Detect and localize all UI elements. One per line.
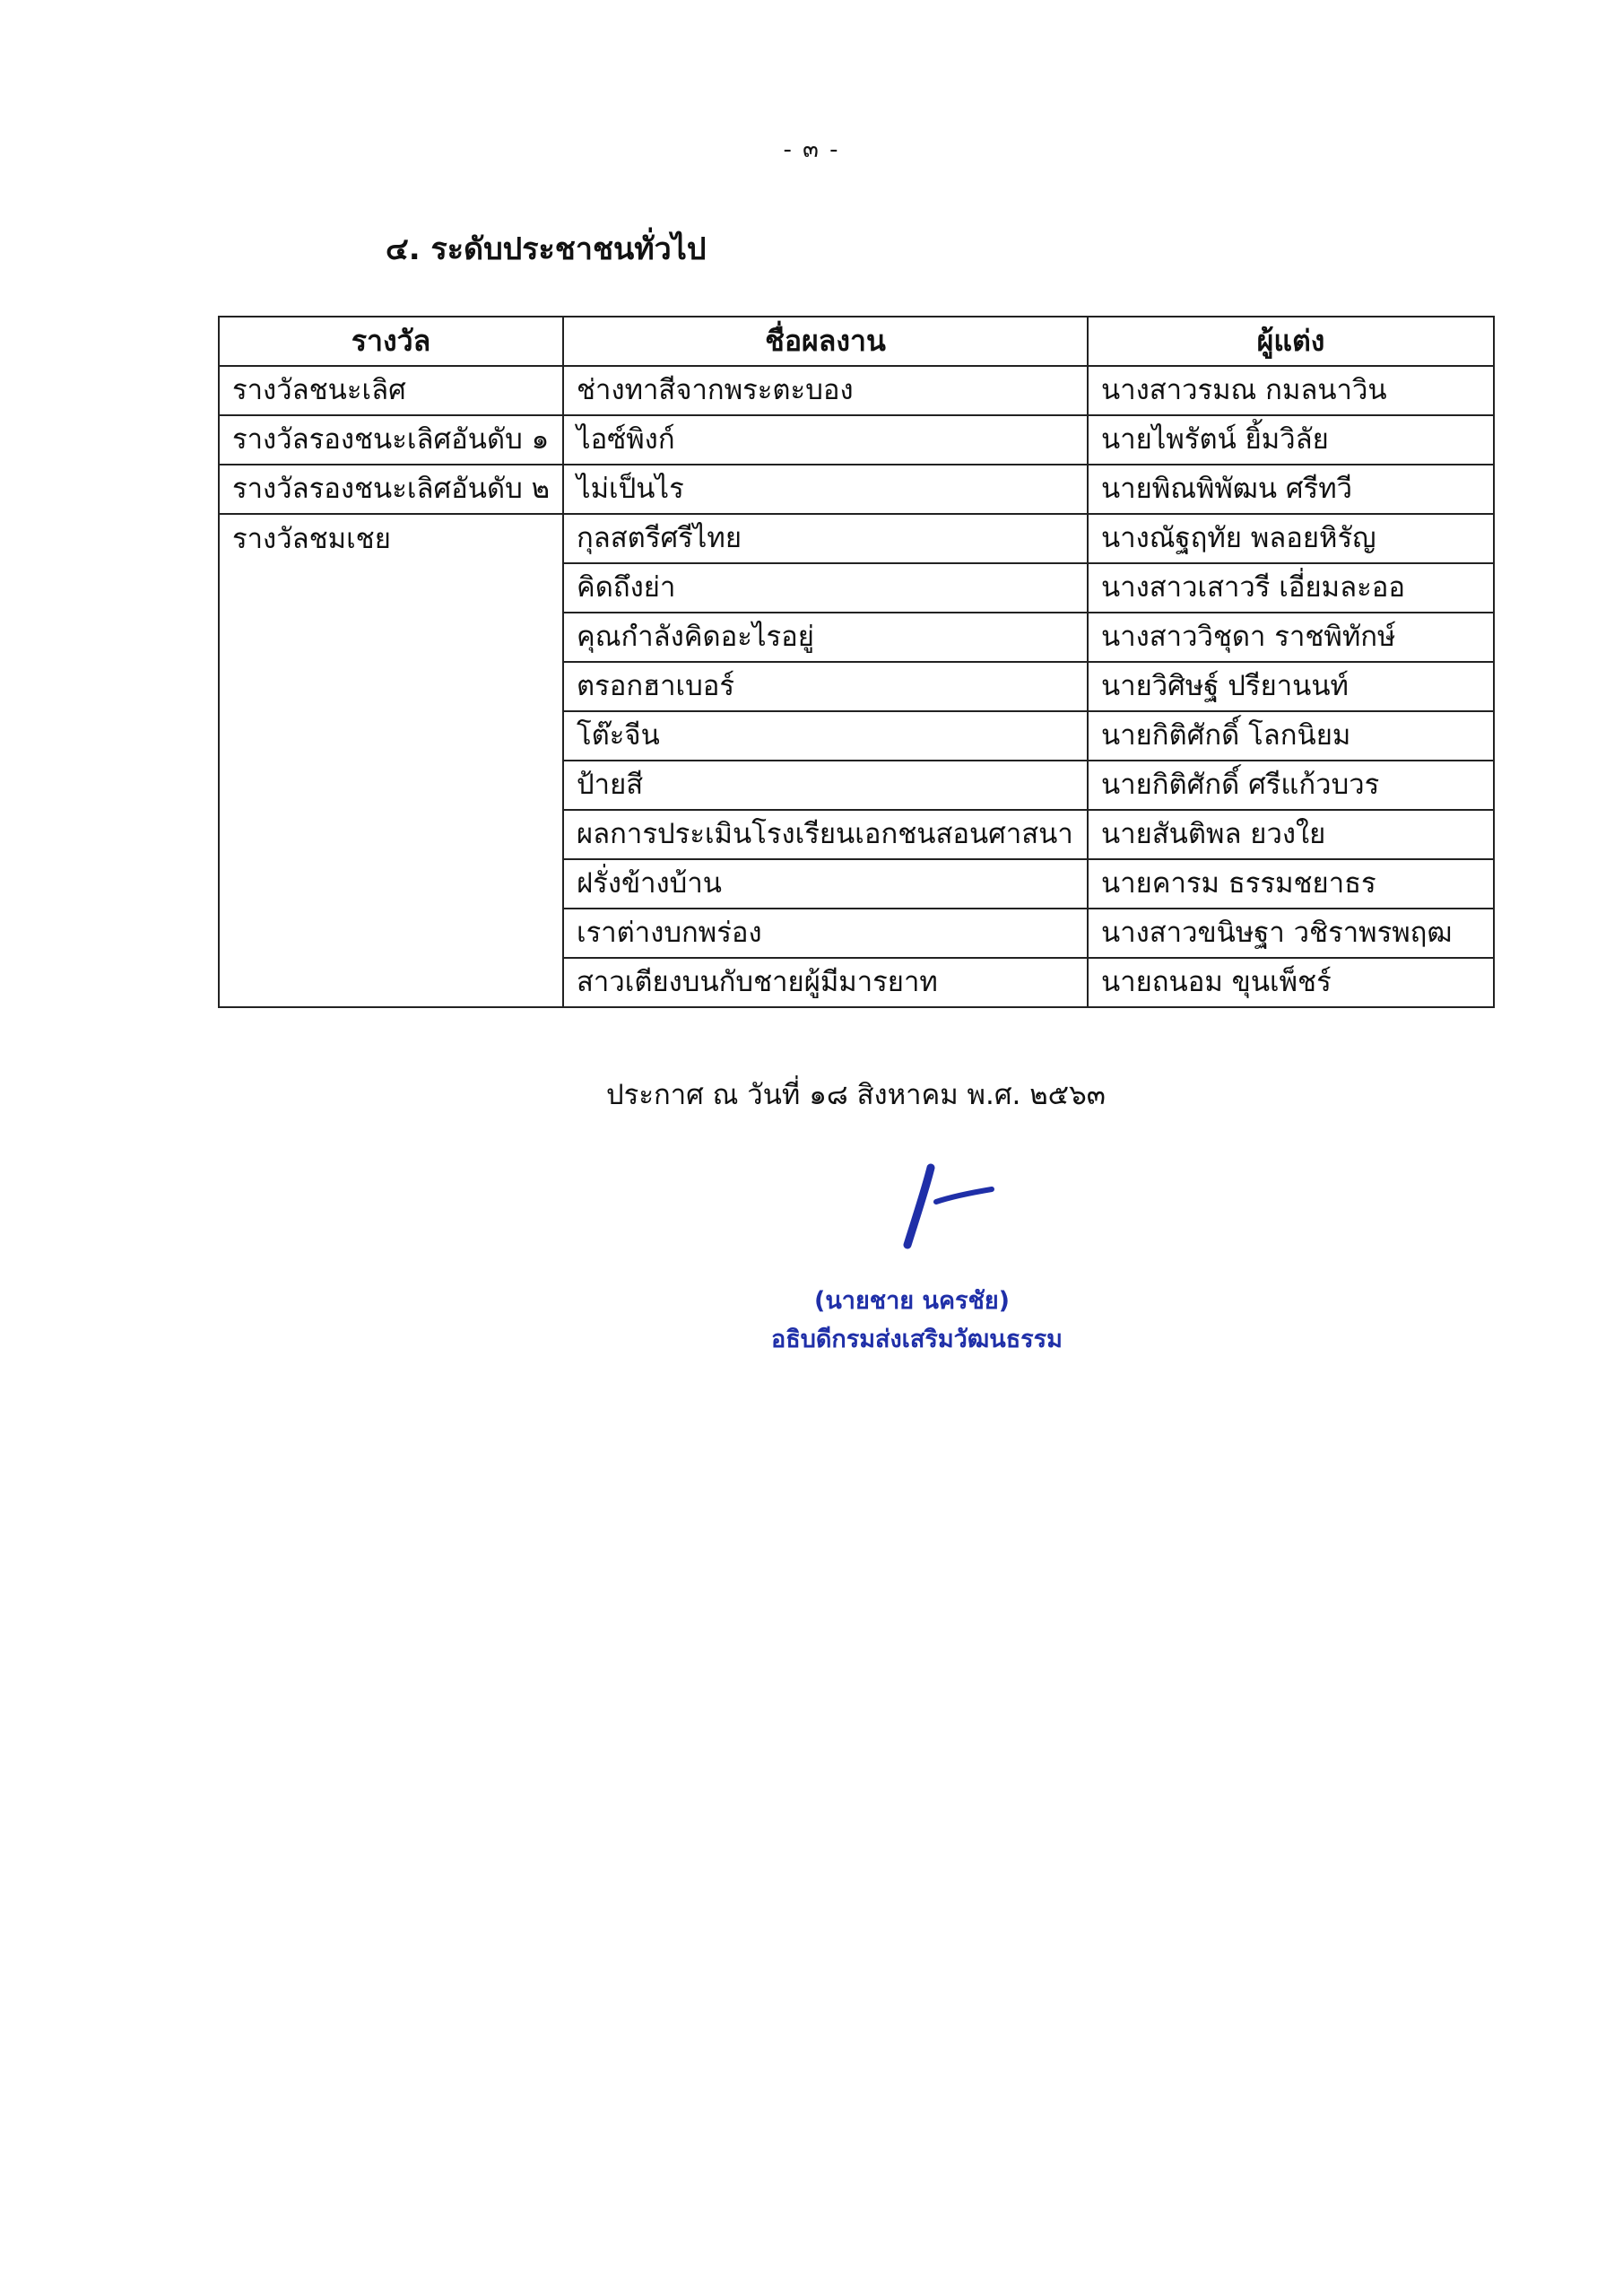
page-number: - ๓ - [783,136,840,163]
table-row [219,810,1494,859]
award-cell [219,613,563,662]
work-title-cell: ป้ายสี [563,761,1088,810]
author-cell: นางสาวรมณ กมลนาวิน [1088,366,1494,415]
signer-title: อธิบดีกรมส่งเสริมวัฒนธรรม [771,1326,1063,1353]
author-cell: นายถนอม ขุนเพ็ชร์ [1088,958,1494,1007]
work-title-cell: สาวเตียงบนกับชายผู้มีมารยาท [563,958,1088,1007]
table-row [219,909,1494,958]
work-title-cell: ฝรั่งข้างบ้าน [563,859,1088,909]
work-title-cell: ตรอกฮาเบอร์ [563,662,1088,711]
signer-name: (นายชาย นครชัย) [814,1287,1010,1315]
author-cell: นางณัฐฤทัย พลอยหิรัญ [1088,514,1494,563]
author-cell: นายคารม ธรรมชยาธร [1088,859,1494,909]
award-cell: รางวัลรองชนะเลิศอันดับ ๒ [219,465,563,514]
table-row [219,662,1494,711]
author-cell: นายพิณพิพัฒน ศรีทวี [1088,465,1494,514]
author-cell: นางสาวเสาวรี เอี่ยมละออ [1088,563,1494,613]
author-cell: นางสาววิชุดา ราชพิทักษ์ [1088,613,1494,662]
table-row [219,465,1494,514]
work-title-cell: ไอซ์พิงก์ [563,415,1088,465]
work-title-cell: คุณกำลังคิดอะไรอยู่ [563,613,1088,662]
table-row [219,563,1494,613]
award-cell [219,563,563,613]
work-title-cell: โต๊ะจีน [563,711,1088,761]
header-work-title: ชื่อผลงาน [563,317,1088,366]
table-row [219,711,1494,761]
work-title-cell: ผลการประเมินโรงเรียนเอกชนสอนศาสนา [563,810,1088,859]
award-cell [219,761,563,810]
award-cell: รางวัลชนะเลิศ [219,366,563,415]
table-row [219,958,1494,1007]
awards-table [218,316,1495,1008]
author-cell: นายกิติศักดิ์ ศรีแก้วบวร [1088,761,1494,810]
author-cell: นายไพรัตน์ ยิ้มวิลัย [1088,415,1494,465]
section-heading: ๔. ระดับประชาชนทั่วไป [386,231,707,267]
announcement-date: ประกาศ ณ วันที่ ๑๘ สิงหาคม พ.ศ. ๒๕๖๓ [606,1079,1107,1111]
award-cell [219,909,563,958]
award-cell [219,859,563,909]
award-cell: รางวัลรองชนะเลิศอันดับ ๑ [219,415,563,465]
work-title-cell: ช่างทาสีจากพระตะบอง [563,366,1088,415]
work-title-cell: ไม่เป็นไร [563,465,1088,514]
author-cell: นางสาวขนิษฐา วชิราพรพฤฒ [1088,909,1494,958]
award-cell [219,711,563,761]
table-row [219,415,1494,465]
award-cell [219,662,563,711]
award-cell [219,810,563,859]
author-cell: นายสันติพล ยวงใย [1088,810,1494,859]
header-author: ผู้แต่ง [1088,317,1494,366]
work-title-cell: เราต่างบกพร่อง [563,909,1088,958]
table-row [219,613,1494,662]
table-row [219,761,1494,810]
award-cell [219,958,563,1007]
table-header-row [219,317,1494,366]
author-cell: นายกิติศักดิ์ โลกนิยม [1088,711,1494,761]
award-cell: รางวัลชมเชย [219,514,563,563]
work-title-cell: กุลสตรีศรีไทย [563,514,1088,563]
work-title-cell: คิดถึงย่า [563,563,1088,613]
author-cell: นายวิศิษฐ์ ปรียานนท์ [1088,662,1494,711]
table-row [219,366,1494,415]
header-award: รางวัล [219,317,563,366]
table-row [219,514,1494,563]
signature-mark [897,1162,1004,1252]
table-row [219,859,1494,909]
